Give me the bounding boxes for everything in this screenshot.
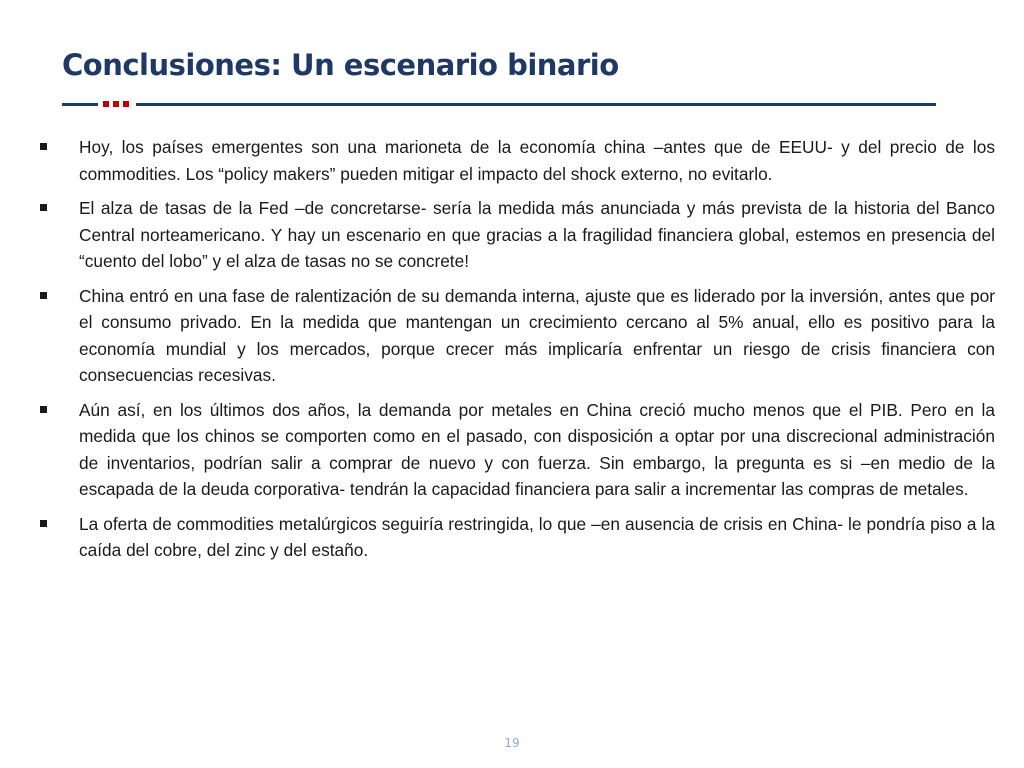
title-underline-left — [62, 103, 98, 106]
square-bullet-icon — [40, 520, 47, 527]
square-bullet-icon — [40, 292, 47, 299]
bullet-list — [40, 134, 995, 572]
bullet-text: La oferta de commodities metalúrgicos seguiría restringida, lo que –en ausencia de crisis en China- le pondría piso a la caída del cobre, del zinc y del estaño. — [79, 513, 995, 560]
bullet-item — [40, 195, 995, 275]
bullet-item — [40, 134, 995, 187]
page-number: 19 — [504, 736, 520, 750]
accent-dot — [113, 101, 119, 107]
bullet-item — [40, 511, 995, 564]
bullet-text: China entró en una fase de ralentización de su demanda interna, ajuste que es liderado por la inversión, antes que por el consumo privado. En la medida que mantengan un crecimiento cercano al 5% anual, ello es positivo para la economía mundial y los mercados, porque crecer más implicaría enfrentar un riesgo de crisis financiera con consecuencias recesivas. — [79, 285, 995, 385]
square-bullet-icon — [40, 143, 47, 150]
bullet-item — [40, 283, 995, 389]
square-bullet-icon — [40, 204, 47, 211]
title-accent-dots — [103, 100, 129, 108]
accent-dot — [103, 101, 109, 107]
accent-dot — [123, 101, 129, 107]
square-bullet-icon — [40, 406, 47, 413]
slide-title: Conclusiones: Un escenario binario — [62, 48, 619, 82]
bullet-text: El alza de tasas de la Fed –de concretarse- sería la medida más anunciada y más prevista de la historia del Banco Central norteamericano. Y hay un escenario en que gracias a la fragilidad financiera global, estemos en presencia del “cuento del lobo” y el alza de tasas no se concrete! — [79, 198, 995, 271]
bullet-item — [40, 397, 995, 503]
bullet-text: Hoy, los países emergentes son una marioneta de la economía china –antes que de EEUU- y del precio de los commodities. Los “policy makers” pueden mitigar el impacto del shock externo, no evitarlo. — [79, 137, 995, 184]
title-underline-right — [136, 103, 936, 106]
bullet-text: Aún así, en los últimos dos años, la demanda por metales en China creció mucho menos que el PIB. Pero en la medida que los chinos se comporten como en el pasado, con disposición a optar por una discrecional administración de inventarios, podrían salir a comprar de nuevo y con fuerza. Sin embargo, la pregunta es si –en medio de la escapada de la deuda corporativa- tendrán la capacidad financiera para salir a incrementar las compras de metales. — [79, 399, 995, 499]
